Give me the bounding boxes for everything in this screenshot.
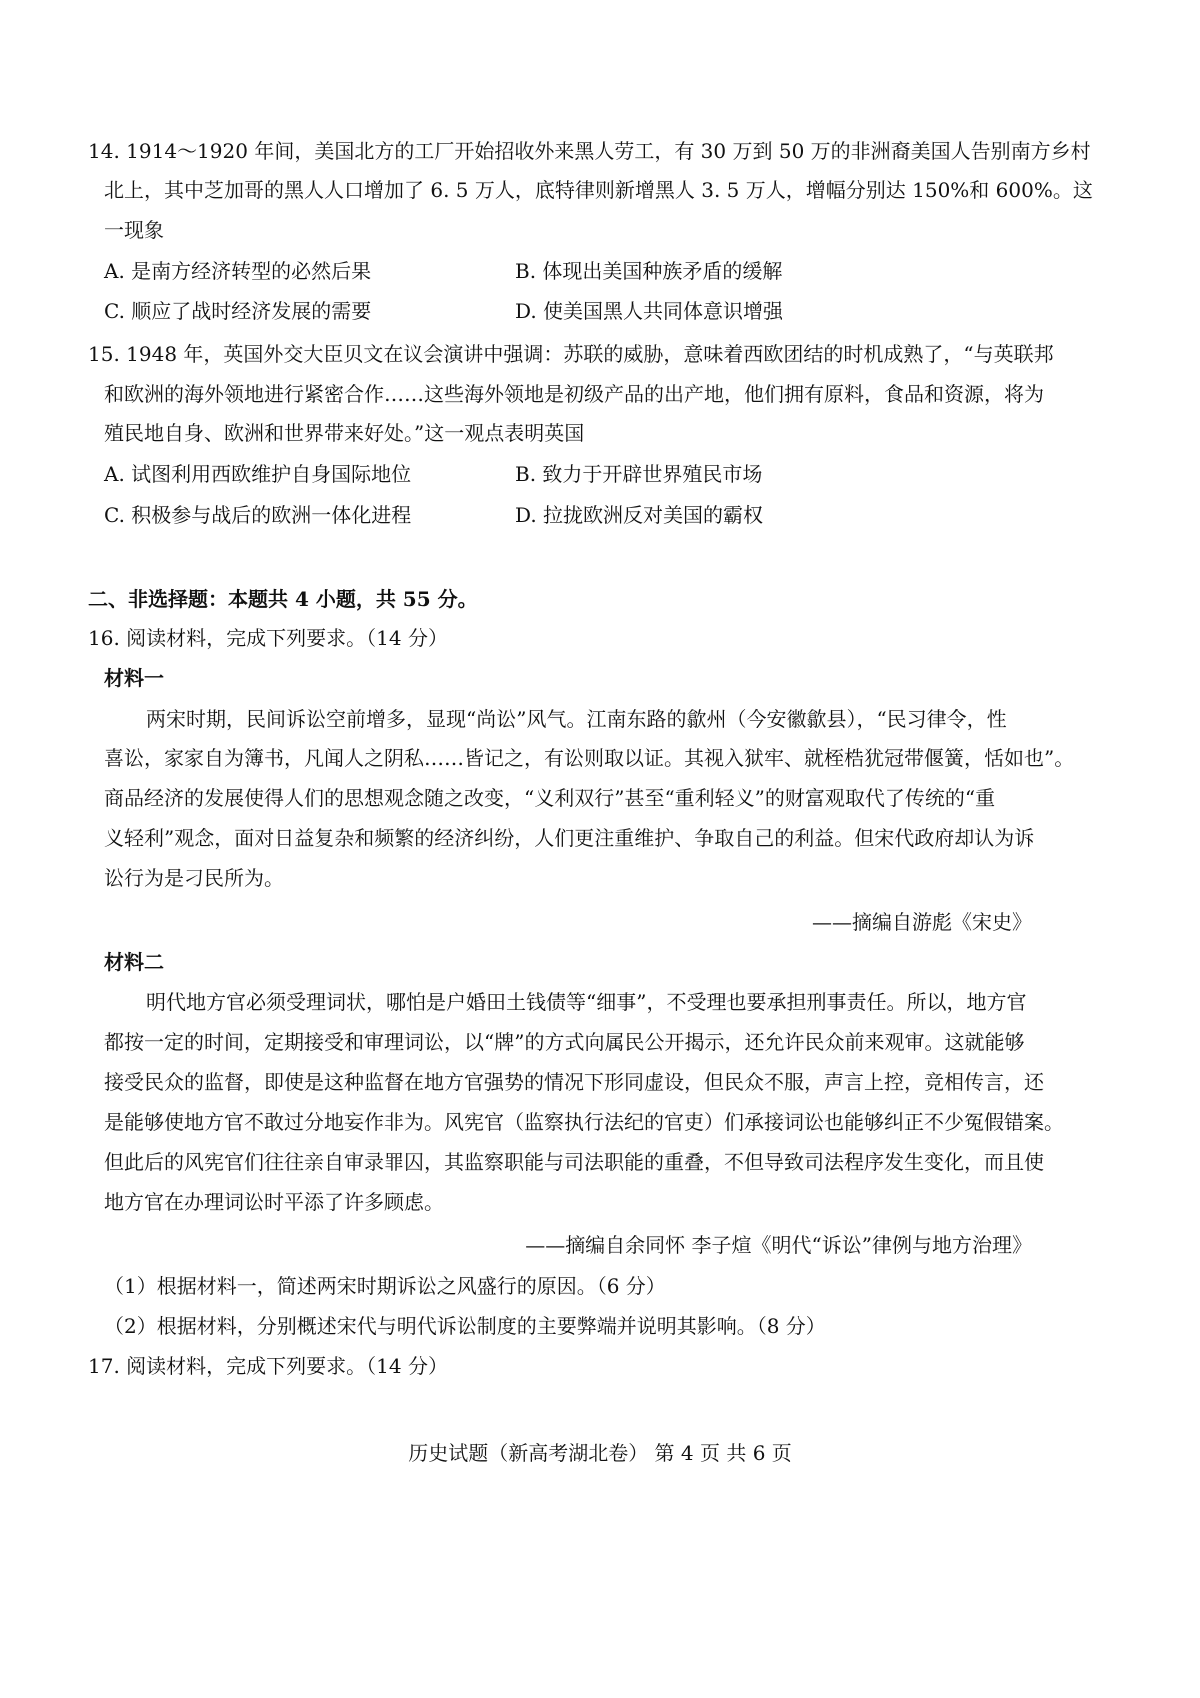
material-1-source: ——摘编自游彪《宋史》: [812, 910, 1032, 934]
q15-option-a: A. 试图利用西欧维护自身国际地位: [104, 462, 412, 486]
material-1-heading: 材料一: [104, 666, 164, 690]
material-1-line: 商品经济的发展使得人们的思想观念随之改变，“义利双行”甚至“重利轻义”的财富观取代了传统的“重: [104, 786, 996, 810]
section-2-title: 二、非选择题：本题共 4 小题，共 55 分。: [88, 587, 478, 611]
q14-stem-line-1: 14. 1914～1920 年间，美国北方的工厂开始招收外来黑人劳工，有 30 万到 50 万的非洲裔美国人告别南方乡村: [88, 139, 1091, 163]
material-2-source: ——摘编自余同怀 李子煊《明代“诉讼”律例与地方治理》: [525, 1233, 1032, 1257]
page-footer: 历史试题（新高考湖北卷） 第 4 页 共 6 页: [408, 1441, 792, 1465]
q14-option-c: C. 顺应了战时经济发展的需要: [104, 299, 372, 323]
material-1-line: 义轻利”观念，面对日益复杂和频繁的经济纠纷，人们更注重维护、争取自己的利益。但宋代政府却认为诉: [104, 826, 1035, 850]
q15-option-b: B. 致力于开辟世界殖民市场: [515, 462, 763, 486]
q15-stem-line-2: 和欧洲的海外领地进行紧密合作……这些海外领地是初级产品的出产地，他们拥有原料，食品和资源，将为: [104, 382, 1044, 406]
material-2-line: 都按一定的时间，定期接受和审理词讼，以“牌”的方式向属民公开揭示，还允许民众前来观审。这就能够: [104, 1030, 1025, 1054]
q14-stem-line-2: 北上，其中芝加哥的黑人人口增加了 6. 5 万人，底特律则新增黑人 3. 5 万人，增幅分别达 150%和 600%。这: [104, 178, 1093, 202]
q14-option-d: D. 使美国黑人共同体意识增强: [515, 299, 784, 323]
material-1-line: 讼行为是刁民所为。: [104, 866, 284, 890]
q14-option-b: B. 体现出美国种族矛盾的缓解: [515, 259, 783, 283]
q15-stem-line-1: 15. 1948 年，英国外交大臣贝文在议会演讲中强调：苏联的威胁，意味着西欧团结的时机成熟了，“与英联邦: [88, 342, 1054, 366]
material-2-line: 接受民众的监督，即使是这种监督在地方官强势的情况下形同虚设，但民众不服，声言上控，竞相传言，还: [104, 1070, 1044, 1094]
material-2-line: 明代地方官必须受理词状，哪怕是户婚田土钱债等“细事”，不受理也要承担刑事责任。所以，地方官: [146, 990, 1027, 1014]
q15-stem-line-3: 殖民地自身、欧洲和世界带来好处。”这一观点表明英国: [104, 421, 585, 445]
q17-stem: 17. 阅读材料，完成下列要求。（14 分）: [88, 1354, 448, 1378]
material-2-line: 是能够使地方官不敢过分地妄作非为。风宪官（监察执行法纪的官吏）们承接词讼也能够纠正不少冤假错案。: [104, 1110, 1064, 1134]
q15-option-d: D. 拉拢欧洲反对美国的霸权: [515, 503, 764, 527]
q16-stem: 16. 阅读材料，完成下列要求。（14 分）: [88, 626, 448, 650]
q15-option-c: C. 积极参与战后的欧洲一体化进程: [104, 503, 412, 527]
material-2-heading: 材料二: [104, 950, 164, 974]
q16-subquestion-1: （1）根据材料一，简述两宋时期诉讼之风盛行的原因。（6 分）: [104, 1274, 666, 1298]
q14-option-a: A. 是南方经济转型的必然后果: [104, 259, 372, 283]
material-1-line: 喜讼，家家自为簿书，凡闻人之阴私……皆记之，有讼则取以证。其视入狱牢、就桎梏犹冠带偃簧，恬如也”。: [104, 746, 1075, 770]
material-2-line: 地方官在办理词讼时平添了许多顾虑。: [104, 1190, 444, 1214]
material-1-line: 两宋时期，民间诉讼空前增多，显现“尚讼”风气。江南东路的歙州（今安徽歙县），“民习律令，性: [146, 707, 1007, 731]
material-2-line: 但此后的风宪官们往往亲自审录罪囚，其监察职能与司法职能的重叠，不但导致司法程序发生变化，而且使: [104, 1150, 1044, 1174]
q14-stem-line-3: 一现象: [104, 218, 164, 242]
q16-subquestion-2: （2）根据材料，分别概述宋代与明代诉讼制度的主要弊端并说明其影响。（8 分）: [104, 1314, 826, 1338]
